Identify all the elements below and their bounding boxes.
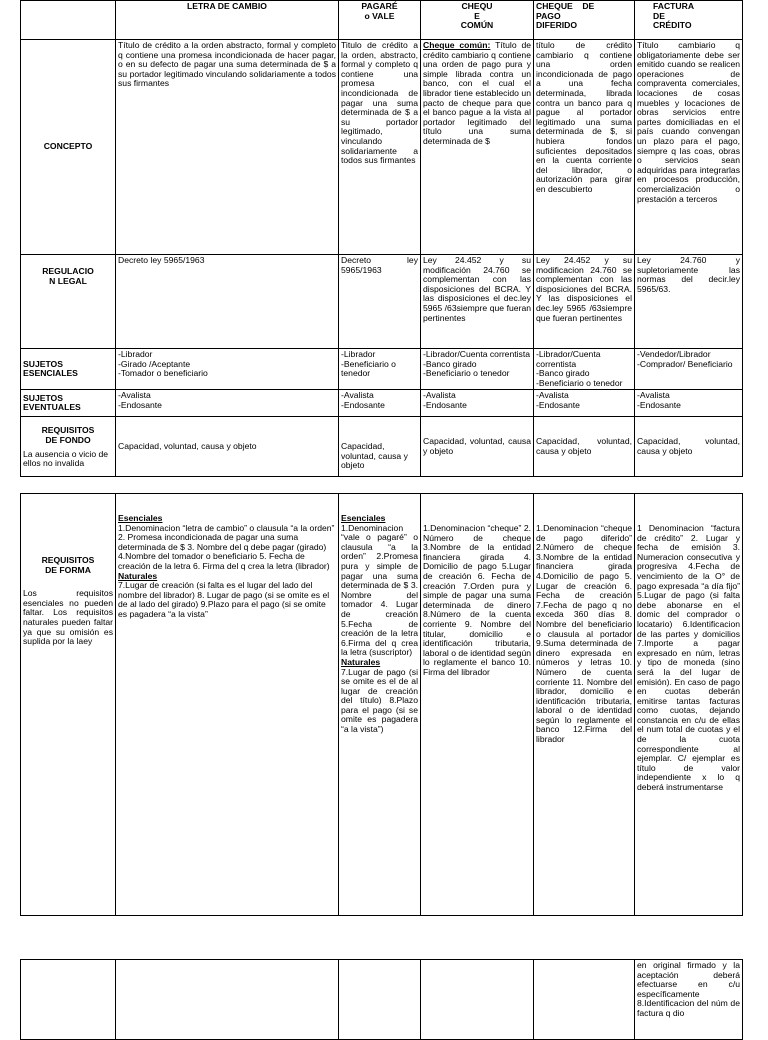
comparison-table-top [20, 0, 743, 477]
cont-label [21, 960, 116, 1040]
header-row [21, 1, 743, 40]
sujetos-esenciales-pagare: -Librador -Beneficiario o tenedor [339, 349, 421, 390]
label-requisitos-forma: REQUISITOS DE FORMA Los requisitos esenciales no pueden faltar. Los requisitos naturales pueden faltar ya que su omisión es suplida por la laey [21, 494, 116, 916]
row-sujetos-esenciales [21, 349, 743, 390]
pagare-naturales-title: Naturales [341, 656, 381, 667]
sujetos-esenciales-cheque-diferido: -Librador/Cuenta correntista -Banco girado -Beneficiario o tenedor [534, 349, 635, 390]
label-concepto: CONCEPTO [21, 40, 116, 255]
concepto-cheque-comun: Cheque común: Título de crédito cambiario q contiene una orden de pago pura y simple librada contra un banco, con el cual el librador tiene establecido un pacto de cheque para que el banco pague a la vista al portador legitimado del título una suma determinada de $ [421, 40, 534, 255]
sujetos-eventuales-factura: -Avalista -Endosante [635, 390, 743, 417]
comparison-table-middle [20, 493, 743, 916]
concepto-pagare: Titulo de crédito a la orden, abstracto, formal y completo q contiene una promesa incondicionada de pagar una suma determinada de $ a su portador legitimado, vinculando solidariamente a todos sus firmantes [339, 40, 421, 255]
forma-factura: 1 Denominacion “factura de crédito” 2. Lugar y fecha de emisión 3. Numeracion consecutiva y progresiva 4.Fecha de vencimiento de la O° de pago expresada “a día fijo” 5.Lugar de pago (si falta debe abonarse en el domic del comprador o locatario) 6.Identificacion de las partes y domicilios 7.Importe a pagar expresado en núm, letras y tipo de moneda (sino será la del lugar de emisión). En caso de pago en cuotas deberán emitirse tantas facturas como cuotas, dejando constancia en c/u de ellas el num total de cuotas y el de la cuota correspondiente al ejemplar. C/ ejemplar es título de valor independiente x lo q deberá instrumentarse [635, 494, 743, 916]
letra-naturales-title: Naturales [118, 570, 158, 581]
label-requisitos-fondo: REQUISITOS DE FONDO La ausencia o vicio de ellos no invalida [21, 417, 116, 477]
forma-note: Los requisitos esenciales no pueden faltar. Los requisitos naturales pueden faltar ya que su omisión es suplida por la laey [23, 588, 113, 647]
row-concepto [21, 40, 743, 255]
sujetos-eventuales-cheque-comun: -Avalista -Endosante [421, 390, 534, 417]
cont-cheque-diferido [534, 960, 635, 1040]
cheque-comun-term: Cheque común: [423, 40, 491, 50]
regulacion-cheque-diferido: Ley 24.452 y su modificacion 24.760 se complementan con las disposiciones del BCRA. Y las disposiciones el dec.ley 5965 /63siempre que fueran pertinentes [534, 255, 635, 349]
fondo-letra: Capacidad, voluntad, causa y objeto [116, 417, 339, 477]
letra-esenciales-title: Esenciales [118, 513, 163, 523]
header-empty [21, 1, 116, 40]
sujetos-eventuales-cheque-diferido: -Avalista -Endosante [534, 390, 635, 417]
sujetos-esenciales-letra: -Librador -Girado /Aceptante -Tomador o beneficiario [116, 349, 339, 390]
sujetos-esenciales-cheque-comun: -Librador/Cuenta correntista -Banco girado -Beneficiario o tenedor [421, 349, 534, 390]
regulacion-factura: Ley 24.760 y supletoriamente las normas del decir.ley 5965/63. [635, 255, 743, 349]
concepto-factura: Título cambiario q obligatoriamente debe ser emitido cuando se realicen operaciones de compraventa comerciales, locaciones de cosas muebles y locaciones de obras servicios entre partes domiciliadas en el país cuando convengan un plazo para el pago, siempre q las coas, obras o servicios sean adquiridas para integrarlas en procesos producción, comercialización o prestación a terceros [635, 40, 743, 255]
row-sujetos-eventuales [21, 390, 743, 417]
header-cheque-diferido: CHEQUE DE PAGO DIFERIDO [534, 1, 635, 40]
fondo-note: La ausencia o vicio de ellos no invalida [23, 448, 109, 469]
forma-cheque-comun: 1.Denominacion “cheque” 2. Número de cheque 3.Nombre de la entidad financiera girada 4. Domicilio de pago 5.Lugar de creación 6. Fecha de creación 7.Orden pura y simple de pagar una suma determinada de dinero 8.Número de la cuenta corriente 9. Nombre del titular, domicilio e identificación tributaria, laboral o de identidad según lo reglamente el banco 10. Firma del librador [421, 494, 534, 916]
concepto-letra: Título de crédito a la orden abstracto, formal y completo q contiene una promesa incondicionada de hacer pagar, o en su defecto de pagar una suma determinada de $ a su portador legitimado vinculando solidariamente a todos sus firmantes [116, 40, 339, 255]
sujetos-eventuales-letra: -Avalista -Endosante [116, 390, 339, 417]
pagare-esenciales-title: Esenciales [341, 513, 386, 523]
header-factura: FACTURA DE CRÉDITO [635, 1, 743, 40]
cont-factura: en original firmado y la aceptación deberá efectuarse en c/u específicamente 8.Identificacion del núm de factura q dio [635, 960, 743, 1040]
regulacion-pagare: Decreto ley 5965/1963 [339, 255, 421, 349]
header-cheque-comun: CHEQU E COMÚN [421, 1, 534, 40]
regulacion-cheque-comun: Ley 24.452 y su modificación 24.760 se complementan con las disposiciones del BCRA. Y las disposiciones el dec.ley 5965 /63siempre que fueran pertinentes [421, 255, 534, 349]
cont-letra [116, 960, 339, 1040]
row-regulacion [21, 255, 743, 349]
header-letra: LETRA DE CAMBIO [116, 1, 339, 40]
fondo-pagare: Capacidad, voluntad, causa y objeto [339, 417, 421, 477]
forma-letra: Esenciales 1.Denominacion “letra de cambio” o clausula “a la orden” 2. Promesa incondicionada de pagar una suma determinada de $ 3. Nombre del q debe pagar (girado) 4.Nombre del tomador o beneficiario 5. Fecha de creación de la letra 6. Firma del q crea la letra (librador) Naturales 7.Lugar de creación (si falta es el lugar del lado del nombre del librador) 8. Lugar de pago (si se omite es el de al lado del girado) 9.Plazo para el pago (si se omite es pagadera “a la vista” [116, 494, 339, 916]
fondo-factura: Capacidad, voluntad, causa y objeto [635, 417, 743, 477]
comparison-table-bottom [20, 959, 743, 1040]
forma-cheque-diferido: 1.Denominacion “cheque de pago diferido” 2.Número de cheque 3.Nombre de la entidad financiera girada 4.Domicilio de pago 5. Lugar de creación 6. Fecha de creación 7.Fecha de pago q no exceda 360 días 8. Nombre del beneficiario o clausula al portador 9.Suma determinada de dinero expresada en números y letras 10. Número de cuenta corriente 11. Nombre del librador, domicilio e identificación tributaria, laboral o de identidad según lo reglamente el banco 12.Firma del librador [534, 494, 635, 916]
label-sujetos-eventuales: SUJETOS EVENTUALES [21, 390, 116, 417]
label-regulacion: REGULACIO N LEGAL [21, 255, 116, 349]
sujetos-eventuales-pagare: -Avalista -Endosante [339, 390, 421, 417]
row-continuation [21, 960, 743, 1040]
fondo-cheque-diferido: Capacidad, voluntad, causa y objeto [534, 417, 635, 477]
concepto-cheque-diferido: título de crédito cambiario q contiene una orden incondicionada de pago a una fecha determinada, librada contra un banco para q pague al portador legitimado una suma determinada de $, si hubiera fondos suficientes depositados en la cuenta corriente del librador, o autorización para girar en descubierto [534, 40, 635, 255]
sujetos-esenciales-factura: -Vendedor/Librador -Comprador/ Beneficiario [635, 349, 743, 390]
header-pagare: PAGARÉ o VALE [339, 1, 421, 40]
fondo-cheque-comun: Capacidad, voluntad, causa y objeto [421, 417, 534, 477]
cont-pagare [339, 960, 421, 1040]
label-sujetos-esenciales: SUJETOS ESENCIALES [21, 349, 116, 390]
row-requisitos-fondo [21, 417, 743, 477]
row-requisitos-forma [21, 494, 743, 916]
cont-cheque-comun [421, 960, 534, 1040]
forma-pagare: Esenciales 1.Denominacion “vale o pagaré” o clausula “a la orden” 2.Promesa pura y simple de pagar una suma determinada de $ 3. Nombre del tomador 4. Lugar de creación 5.Fecha de creación de la letra 6.Firma del q crea la letra (suscriptor) Naturales 7.Lugar de pago (si se omite es el de al lugar de creación del título) 8.Plazo para el pago (si se omite es pagadera “a la vista”) [339, 494, 421, 916]
regulacion-letra: Decreto ley 5965/1963 [116, 255, 339, 349]
